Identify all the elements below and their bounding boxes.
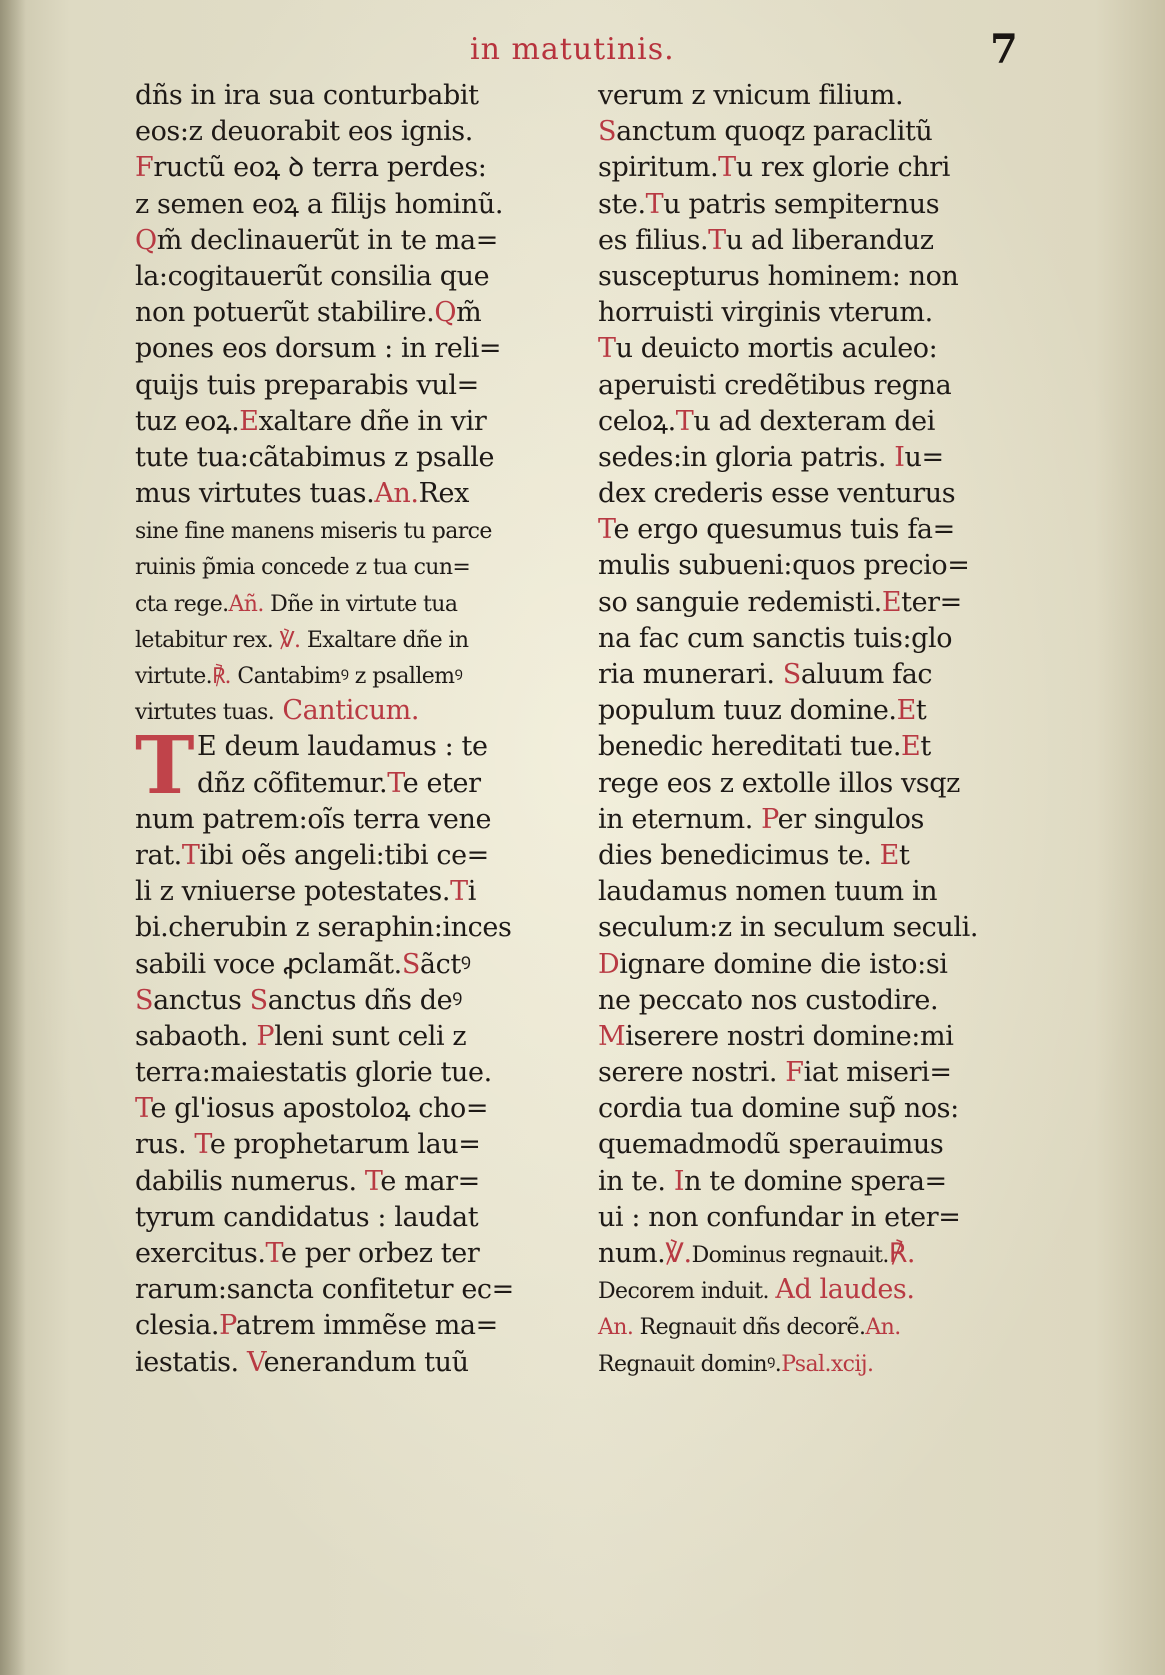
rubric-initial: Psal.xcij. (781, 1351, 874, 1377)
text-segment: Cantabimꝰ z psallemꝰ (237, 664, 463, 689)
rubric-initial: T (598, 333, 616, 365)
text-segment: pones eos dorsum : in reli= (135, 333, 502, 365)
text-segment: xaltare dñe in vir (258, 405, 487, 437)
text-segment: rat. (135, 839, 182, 871)
text-segment: ter= (901, 586, 962, 618)
text-segment: aluum fac (800, 659, 933, 690)
rubric-initial: E (239, 405, 259, 437)
text-line (598, 440, 1033, 476)
text-line (598, 404, 1033, 440)
rubric-initial: Ad laudes. (775, 1274, 915, 1306)
text-segment: n te domine spera= (684, 1165, 947, 1197)
text-segment: u ad dexteram dei (693, 405, 935, 437)
text-segment: ste. (598, 188, 646, 220)
text-line (135, 1345, 570, 1381)
rubric-initial: I (894, 441, 905, 473)
rubric-initial: ℟. (888, 1238, 916, 1269)
rubric-initial: T (181, 839, 200, 871)
text-segment: ignare domine die isto:si (619, 948, 948, 980)
text-segment: Regnauit dñs decorẽ. (633, 1315, 866, 1341)
rubric-initial: I (673, 1165, 685, 1197)
text-segment: es filius. (598, 224, 709, 256)
text-segment: dñz cõfitemur. (197, 767, 388, 799)
rubric-initial: T (135, 1093, 151, 1125)
text-segment: letabitur rex. (135, 627, 274, 653)
rubric-initial: E (881, 586, 902, 618)
text-segment: ibi oẽs angeli:tibi ce= (199, 839, 489, 871)
text-segment: u rex glorie chri (735, 152, 950, 184)
text-segment: quemadmodũ sperauimus (598, 1129, 944, 1161)
text-segment: spiritum. (598, 152, 719, 184)
text-line (598, 187, 1033, 223)
text-segment: anctum quoqz paraclitũ (616, 116, 933, 148)
rubric-initial: S (135, 984, 154, 1016)
rubric-initial: F (135, 152, 154, 184)
text-line (598, 693, 1033, 729)
text-line (135, 78, 570, 114)
text-line (598, 78, 1033, 114)
text-line (598, 1345, 1033, 1381)
rubric-initial: T (450, 876, 468, 908)
folio-number: 7 (990, 26, 1018, 73)
text-segment: Exaltare dñe in (306, 627, 469, 653)
rubric-initial: T (598, 514, 614, 546)
text-line (135, 114, 570, 150)
text-segment: ãctꝰ (419, 948, 471, 980)
text-line (598, 476, 1033, 512)
text-line (135, 983, 570, 1019)
text-segment: serere nostri. (598, 1057, 786, 1089)
rubric-initial: T (194, 1129, 210, 1161)
text-segment: clesia. (135, 1310, 220, 1342)
text-line (598, 585, 1033, 621)
text-line (135, 1019, 570, 1055)
rubric-initial: F (785, 1057, 804, 1089)
text-line (135, 223, 570, 259)
rubric-initial: Q (135, 224, 157, 256)
text-segment: cordia tua domine sup̃ nos: (598, 1093, 959, 1125)
text-segment: ructũ eoꝝ ꝺ terra perdes: (153, 152, 487, 184)
rubric-initial: ℟. (212, 664, 238, 689)
binding-shadow (0, 0, 26, 1675)
text-segment: atrem immẽse ma= (235, 1310, 498, 1342)
text-segment: dabilis numerus. (135, 1165, 365, 1197)
drop-initial: T (135, 718, 195, 813)
text-segment: rus. (135, 1129, 195, 1161)
text-line (135, 440, 570, 476)
text-segment: rarum:sancta confitetur ec= (135, 1274, 514, 1306)
text-line (135, 295, 570, 331)
text-line (598, 1200, 1033, 1236)
text-segment: enerandum tuũ (263, 1346, 469, 1378)
text-line (135, 766, 570, 802)
text-segment: horruisti virginis vterum. (598, 297, 933, 329)
rubric-initial: An. (598, 1315, 634, 1341)
right-text-column (598, 78, 1033, 1381)
text-segment: rege eos z extolle illos vsqz (598, 767, 960, 799)
text-line (135, 657, 570, 693)
text-segment: mulis subueni:quos precio= (598, 550, 970, 582)
text-line (598, 729, 1033, 765)
text-segment: e mar= (380, 1165, 480, 1197)
text-segment: u deuicto mortis aculeo: (615, 333, 938, 365)
text-line (135, 802, 570, 838)
rubric-initial: Añ. (228, 591, 264, 617)
text-line (598, 802, 1033, 838)
text-segment: ui : non confundar in eter= (598, 1201, 961, 1233)
text-line (598, 1236, 1033, 1272)
text-segment: sabaoth. (135, 1020, 257, 1052)
rubric-initial: An. (374, 478, 419, 510)
text-line (135, 1055, 570, 1091)
left-text-column (135, 78, 570, 1381)
text-line (135, 368, 570, 404)
text-line (135, 187, 570, 223)
text-segment: t (898, 839, 910, 871)
text-segment: Rex (418, 478, 469, 510)
rubric-initial: S (598, 116, 617, 148)
text-segment: laudamus nomen tuum in (598, 876, 938, 908)
rubric-initial: ℣. (273, 627, 307, 653)
text-segment: exercitus. (135, 1238, 266, 1269)
rubric-initial: E (896, 695, 916, 727)
text-line (135, 476, 570, 512)
text-segment: mus virtutes tuas. (135, 478, 375, 510)
rubric-initial: E (901, 731, 921, 763)
rubric-initial: P (219, 1310, 236, 1342)
text-segment: benedic hereditati tue. (598, 731, 902, 763)
rubric-initial: S (249, 984, 268, 1016)
text-segment: Decorem induit. (598, 1279, 776, 1305)
text-line (598, 874, 1033, 910)
text-line (598, 1091, 1033, 1127)
text-line (598, 657, 1033, 693)
rubric-initial: An. (865, 1315, 901, 1341)
text-line (135, 1272, 570, 1308)
text-segment: t (915, 695, 927, 727)
text-line (598, 766, 1033, 802)
text-line (598, 295, 1033, 331)
text-segment: verum z vnicum filium. (598, 80, 904, 111)
text-line (598, 1308, 1033, 1344)
text-line (598, 368, 1033, 404)
text-segment: sine fine manens miseris tu parce (135, 519, 492, 545)
text-segment: iat miseri= (803, 1057, 952, 1089)
text-segment: dies benedicimus te. (598, 839, 880, 871)
text-line (135, 548, 570, 584)
text-segment: num patrem:oĩs terra vene (135, 803, 492, 835)
text-segment: e ergo quesumus tuis fa= (613, 514, 955, 546)
text-line (135, 1091, 570, 1127)
text-segment: i (467, 876, 476, 908)
text-segment: z semen eoꝝ a filijs hominũ. (135, 188, 504, 220)
text-line (135, 404, 570, 440)
text-segment: u= (904, 441, 944, 473)
text-segment: seculum:z in seculum seculi. (598, 912, 979, 944)
text-line (598, 512, 1033, 548)
text-segment: leni sunt celi z (274, 1020, 467, 1052)
rubric-initial: S (401, 948, 420, 980)
text-line (135, 621, 570, 657)
text-line (598, 259, 1033, 295)
text-line (598, 114, 1033, 150)
text-segment: sedes:in gloria patris. (598, 441, 895, 473)
rubric-initial: Q (434, 297, 457, 329)
rubric-initial: P (761, 803, 778, 835)
rubric-initial: T (708, 224, 726, 256)
text-line (135, 1308, 570, 1344)
text-segment: m̃ declinauerũt in te ma= (156, 224, 498, 256)
rubric-initial: M (598, 1020, 626, 1052)
text-line (135, 838, 570, 874)
rubric-initial: P (256, 1020, 275, 1052)
text-line (598, 838, 1033, 874)
text-segment: e prophetarum lau= (209, 1129, 481, 1161)
text-line (598, 331, 1033, 367)
text-segment: cta rege. (135, 591, 229, 617)
text-line (135, 1200, 570, 1236)
text-segment: tyrum candidatus : laudat (135, 1201, 479, 1233)
text-line (598, 1272, 1033, 1308)
text-segment: E deum laudamus : te (197, 731, 488, 763)
running-title: in matutinis. (470, 32, 675, 67)
text-segment: dñs in ira sua conturbabit (135, 80, 479, 111)
text-segment: populum tuuz domine. (598, 695, 897, 727)
text-line (135, 947, 570, 983)
rubric-initial: V (246, 1346, 264, 1378)
text-line (135, 512, 570, 548)
text-segment: m̃ (456, 297, 482, 329)
rubric-initial: E (879, 839, 899, 871)
text-segment: tute tua:cãtabimus z psalle (135, 441, 495, 473)
text-line (598, 548, 1033, 584)
text-segment: u ad liberanduz (725, 224, 934, 256)
text-segment: anctus dñs deꝰ (267, 984, 463, 1016)
text-segment: li z vniuerse potestates. (135, 876, 451, 908)
text-line (135, 259, 570, 295)
text-line (598, 1127, 1033, 1163)
text-segment: terra:maiestatis glorie tue. (135, 1057, 492, 1089)
text-segment: ruinis p̃mia concede z tua cun= (135, 555, 471, 581)
text-segment: Regnauit dominꝰ. (598, 1351, 782, 1377)
text-segment: dex crederis esse venturus (598, 478, 956, 510)
text-segment: iserere nostri domine:mi (625, 1020, 954, 1052)
text-segment: so sanguie redemisti. (598, 586, 882, 618)
text-segment: sabili voce ꝓclamãt. (135, 948, 402, 980)
text-segment: num. (598, 1238, 666, 1269)
text-line (598, 1055, 1033, 1091)
text-line (598, 1019, 1033, 1055)
rubric-initial: D (598, 948, 620, 980)
text-line (598, 1164, 1033, 1200)
text-line (598, 947, 1033, 983)
text-segment: aperuisti credẽtibus regna (598, 369, 952, 401)
text-line (135, 1236, 570, 1272)
text-segment: virtutes tuas. (135, 700, 275, 726)
text-segment: virtute. (135, 664, 213, 689)
rubric-initial: T (718, 152, 736, 184)
text-segment: er singulos (777, 803, 925, 835)
rubric-initial: T (387, 767, 403, 799)
text-line (135, 693, 570, 729)
text-segment: eos:z deuorabit eos ignis. (135, 116, 473, 148)
text-segment: e eter (402, 767, 481, 799)
text-segment: in te. (598, 1165, 674, 1197)
text-segment: e gl'iosus apostoloꝝ cho= (150, 1093, 489, 1125)
text-segment: suscepturus hominem: non (598, 260, 959, 292)
rubric-initial: T (645, 188, 664, 220)
rubric-initial: Canticum. (274, 695, 420, 727)
text-segment: t (920, 731, 931, 763)
text-line (598, 150, 1033, 186)
text-line (598, 223, 1033, 259)
text-segment: e per orbez ter (281, 1238, 480, 1269)
rubric-initial: T (364, 1165, 381, 1197)
text-segment: na fac cum sanctis tuis:glo (598, 622, 953, 654)
text-segment: la:cogitauerũt consilia que (135, 260, 490, 292)
rubric-initial: S (782, 659, 801, 690)
rubric-initial: T (675, 405, 694, 437)
text-segment: bi.cherubin z seraphin:inces (135, 912, 512, 944)
text-line (598, 983, 1033, 1019)
text-segment: non potuerũt stabilire. (135, 297, 435, 329)
text-segment: quijs tuis preparabis vul= (135, 369, 479, 401)
text-line (598, 621, 1033, 657)
text-line (135, 1164, 570, 1200)
text-segment: tuz eoꝝ. (135, 405, 240, 437)
text-segment: anctus (153, 984, 250, 1016)
text-line (135, 1127, 570, 1163)
text-line (135, 331, 570, 367)
text-line (135, 910, 570, 946)
text-segment: celoꝝ. (598, 405, 676, 437)
text-segment: Dñe in virtute tua (263, 591, 458, 617)
text-line (135, 150, 570, 186)
text-segment: Dominus regnauit. (691, 1243, 889, 1268)
text-line (135, 585, 570, 621)
text-segment: ria munerari. (598, 659, 783, 690)
rubric-initial: ℣. (665, 1238, 692, 1269)
text-segment: in eternum. (598, 803, 762, 835)
rubric-initial: T (265, 1238, 282, 1269)
text-line (598, 910, 1033, 946)
text-segment: u patris sempiternus (663, 188, 940, 220)
text-segment: iestatis. (135, 1346, 247, 1378)
text-line (135, 874, 570, 910)
text-segment: ne peccato nos custodire. (598, 984, 939, 1016)
